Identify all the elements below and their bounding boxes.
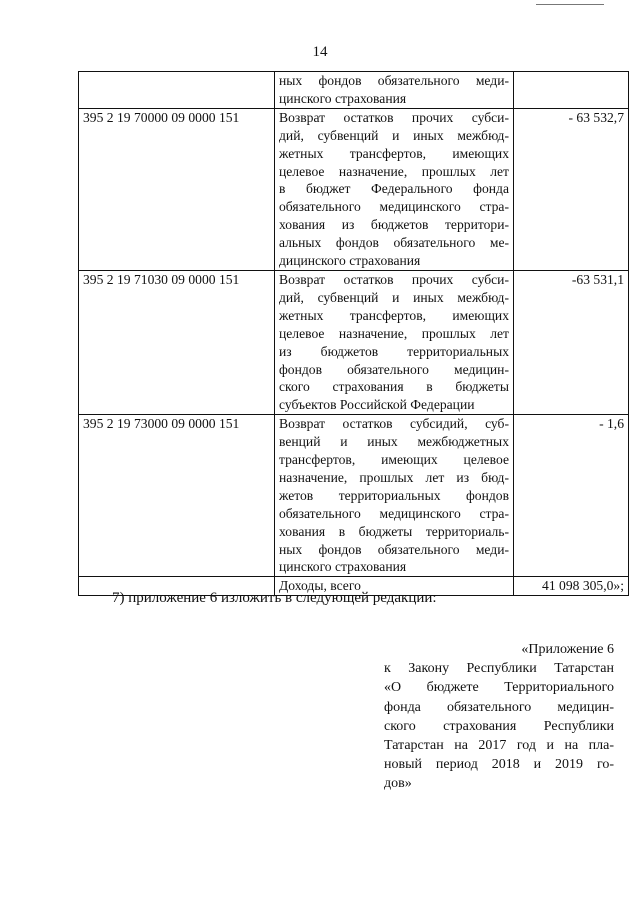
total-amount-cell: 41 098 305,0»;: [514, 577, 629, 596]
description-line: дий, субвенций и иных межбюд-: [279, 127, 509, 143]
amount-cell: -63 531,1: [514, 270, 629, 414]
description-line: дицинского страхования: [279, 253, 421, 269]
description-line: трансфертов, имеющих целевое: [279, 452, 509, 468]
description-line: целевое назначение, прошлых лет: [279, 325, 509, 341]
description-line: венций и иных межбюджетных: [279, 434, 509, 450]
description-line: в бюджет Федерального фонда: [279, 181, 509, 197]
amount-cell: [514, 72, 629, 109]
description-line: назначение, прошлых лет из бюд-: [279, 469, 509, 485]
appendix-line: «О бюджете Территориального: [384, 680, 614, 696]
appendix-line: к Закону Республики Татарстан: [384, 661, 614, 677]
description-line: обязательного медицинского стра-: [279, 199, 509, 215]
description-line: Возврат остатков прочих субси-: [279, 271, 509, 287]
amount-cell: - 1,6: [514, 415, 629, 577]
description-line: хования из бюджетов территори-: [279, 217, 509, 233]
revenue-table: [78, 71, 629, 596]
description-line: жетных трансфертов, имеющих: [279, 145, 509, 161]
budget-code-cell: [79, 72, 275, 109]
description-cell: [275, 415, 514, 577]
description-line: жетов территориальных фондов: [279, 487, 509, 503]
appendix-line: новый период 2018 и 2019 го-: [384, 757, 614, 773]
appendix-line: ского страхования Республики: [384, 718, 614, 734]
description-line: цинского страхования: [279, 559, 407, 575]
page-number: 14: [312, 44, 328, 60]
description-line: ных фондов обязательного меди-: [279, 73, 509, 88]
description-line: обязательного медицинского стра-: [279, 505, 509, 521]
appendix-line: дов»: [384, 776, 412, 792]
description-line: целевое назначение, прошлых лет: [279, 163, 509, 179]
appendix-line: Татарстан на 2017 год и на пла-: [384, 738, 614, 754]
table-row: [79, 415, 629, 577]
budget-code-cell: 395 2 19 71030 09 0000 151: [79, 270, 275, 414]
amendment-instruction: 7) приложение 6 изложить в следующей редакции:: [112, 590, 437, 606]
budget-code-cell: 395 2 19 73000 09 0000 151: [79, 415, 275, 577]
description-line: хования в бюджеты территориаль-: [279, 523, 509, 539]
table-row: [79, 270, 629, 414]
table-row: [79, 72, 629, 109]
description-cell: [275, 72, 514, 109]
appendix-line: фонда обязательного медицин-: [384, 699, 614, 715]
description-line: альных фондов обязательного ме-: [279, 235, 509, 251]
description-line: ского страхования в бюджеты: [279, 379, 509, 395]
appendix-heading: [384, 640, 614, 794]
description-line: цинского страхования: [279, 90, 407, 106]
description-line: дий, субвенций и иных межбюд-: [279, 289, 509, 305]
description-line: ных фондов обязательного меди-: [279, 541, 509, 557]
description-cell: [275, 108, 514, 270]
description-line: Возврат остатков субсидий, суб-: [279, 416, 509, 432]
description-line: жетных трансфертов, имеющих: [279, 307, 509, 323]
table-row: [79, 108, 629, 270]
total-label: Доходы, всего: [279, 578, 361, 594]
appendix-line: «Приложение 6: [521, 642, 614, 657]
scan-mark-top: [536, 4, 604, 5]
description-line: фондов обязательного медицин-: [279, 361, 509, 377]
description-line: Возврат остатков прочих субси-: [279, 109, 509, 125]
amount-cell: - 63 532,7: [514, 108, 629, 270]
description-line: субъектов Российской Федерации: [279, 397, 475, 413]
description-line: из бюджетов территориальных: [279, 343, 509, 359]
budget-code-cell: 395 2 19 70000 09 0000 151: [79, 108, 275, 270]
description-cell: [275, 270, 514, 414]
